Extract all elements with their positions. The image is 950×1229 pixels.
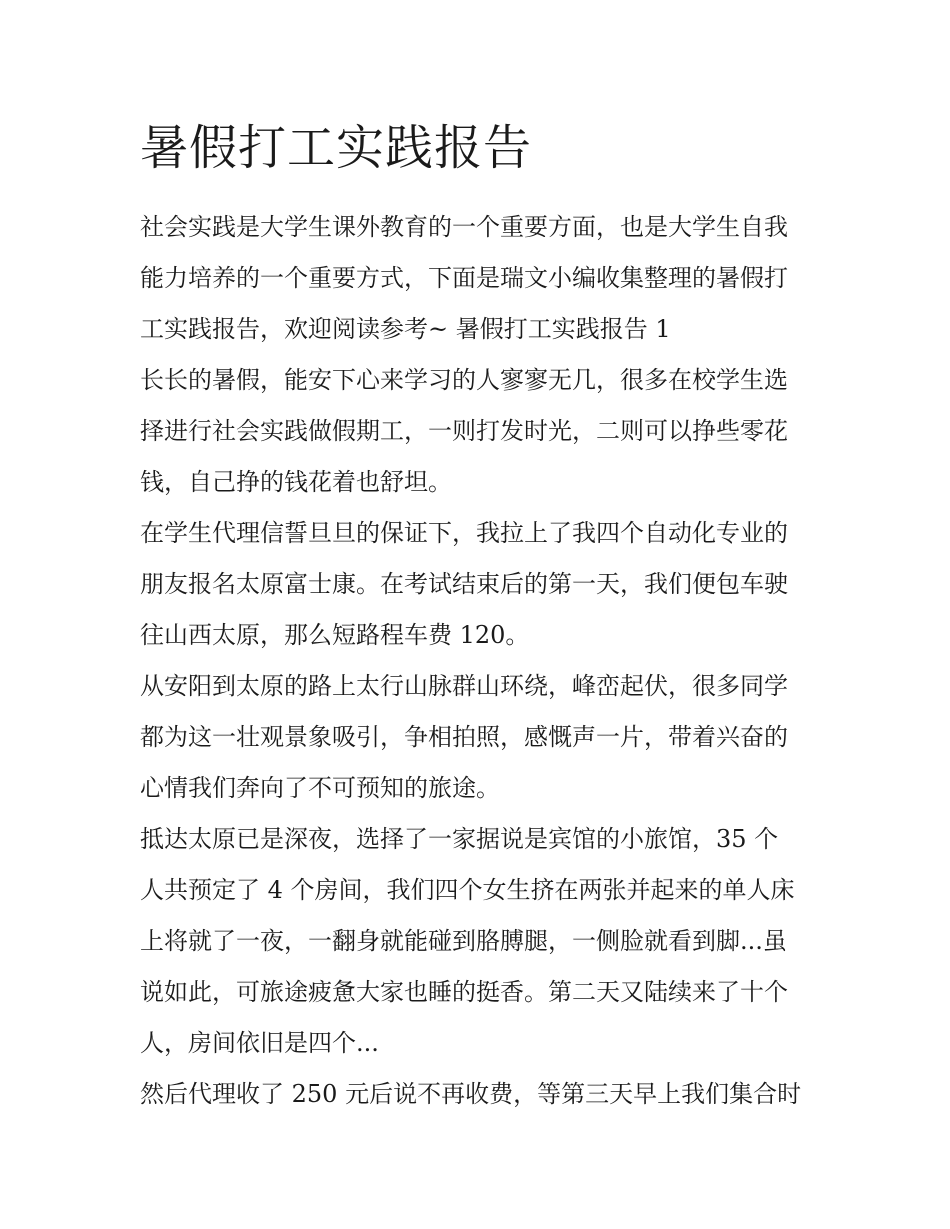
text-line: 能力培养的一个重要方式，下面是瑞文小编收集整理的暑假打 (140, 264, 788, 292)
text-line: 抵达太原已是深夜，选择了一家据说是宾馆的小旅馆，35 个 (140, 825, 779, 853)
text-line: 朋友报名太原富士康。在考试结束后的第一天，我们便包车驶 (140, 570, 788, 598)
text-line: 上将就了一夜，一翻身就能碰到胳膊腿，一侧脸就看到脚...虽 (140, 927, 787, 955)
text-line: 都为这一壮观景象吸引，争相拍照，感慨声一片，带着兴奋的 (140, 723, 788, 751)
text-line: 说如此，可旅途疲惫大家也睡的挺香。第二天又陆续来了十个 (140, 978, 788, 1006)
text-line: 然后代理收了 250 元后说不再收费，等第三天早上我们集合时 (140, 1080, 802, 1108)
text-line: 人共预定了 4 个房间，我们四个女生挤在两张并起来的单人床 (140, 876, 795, 904)
text-line: 工实践报告，欢迎阅读参考~ 暑假打工实践报告 1 (140, 315, 671, 343)
text-line: 往山西太原，那么短路程车费 120。 (140, 621, 530, 649)
text-line: 社会实践是大学生课外教育的一个重要方面，也是大学生自我 (140, 213, 788, 241)
text-line: 人，房间依旧是四个... (140, 1029, 379, 1057)
text-line: 在学生代理信誓旦旦的保证下，我拉上了我四个自动化专业的 (140, 519, 788, 547)
text-line: 从安阳到太原的路上太行山脉群山环绕，峰峦起伏，很多同学 (140, 672, 788, 700)
text-line: 择进行社会实践做假期工，一则打发时光，二则可以挣些零花 (140, 417, 788, 445)
document-body (140, 116, 820, 1120)
text-line: 心情我们奔向了不可预知的旅途。 (140, 774, 500, 802)
text-line: 长长的暑假，能安下心来学习的人寥寥无几，很多在校学生选 (140, 366, 788, 394)
text-line: 钱，自己挣的钱花着也舒坦。 (140, 468, 452, 496)
document-title: 暑假打工实践报告 (140, 120, 533, 176)
